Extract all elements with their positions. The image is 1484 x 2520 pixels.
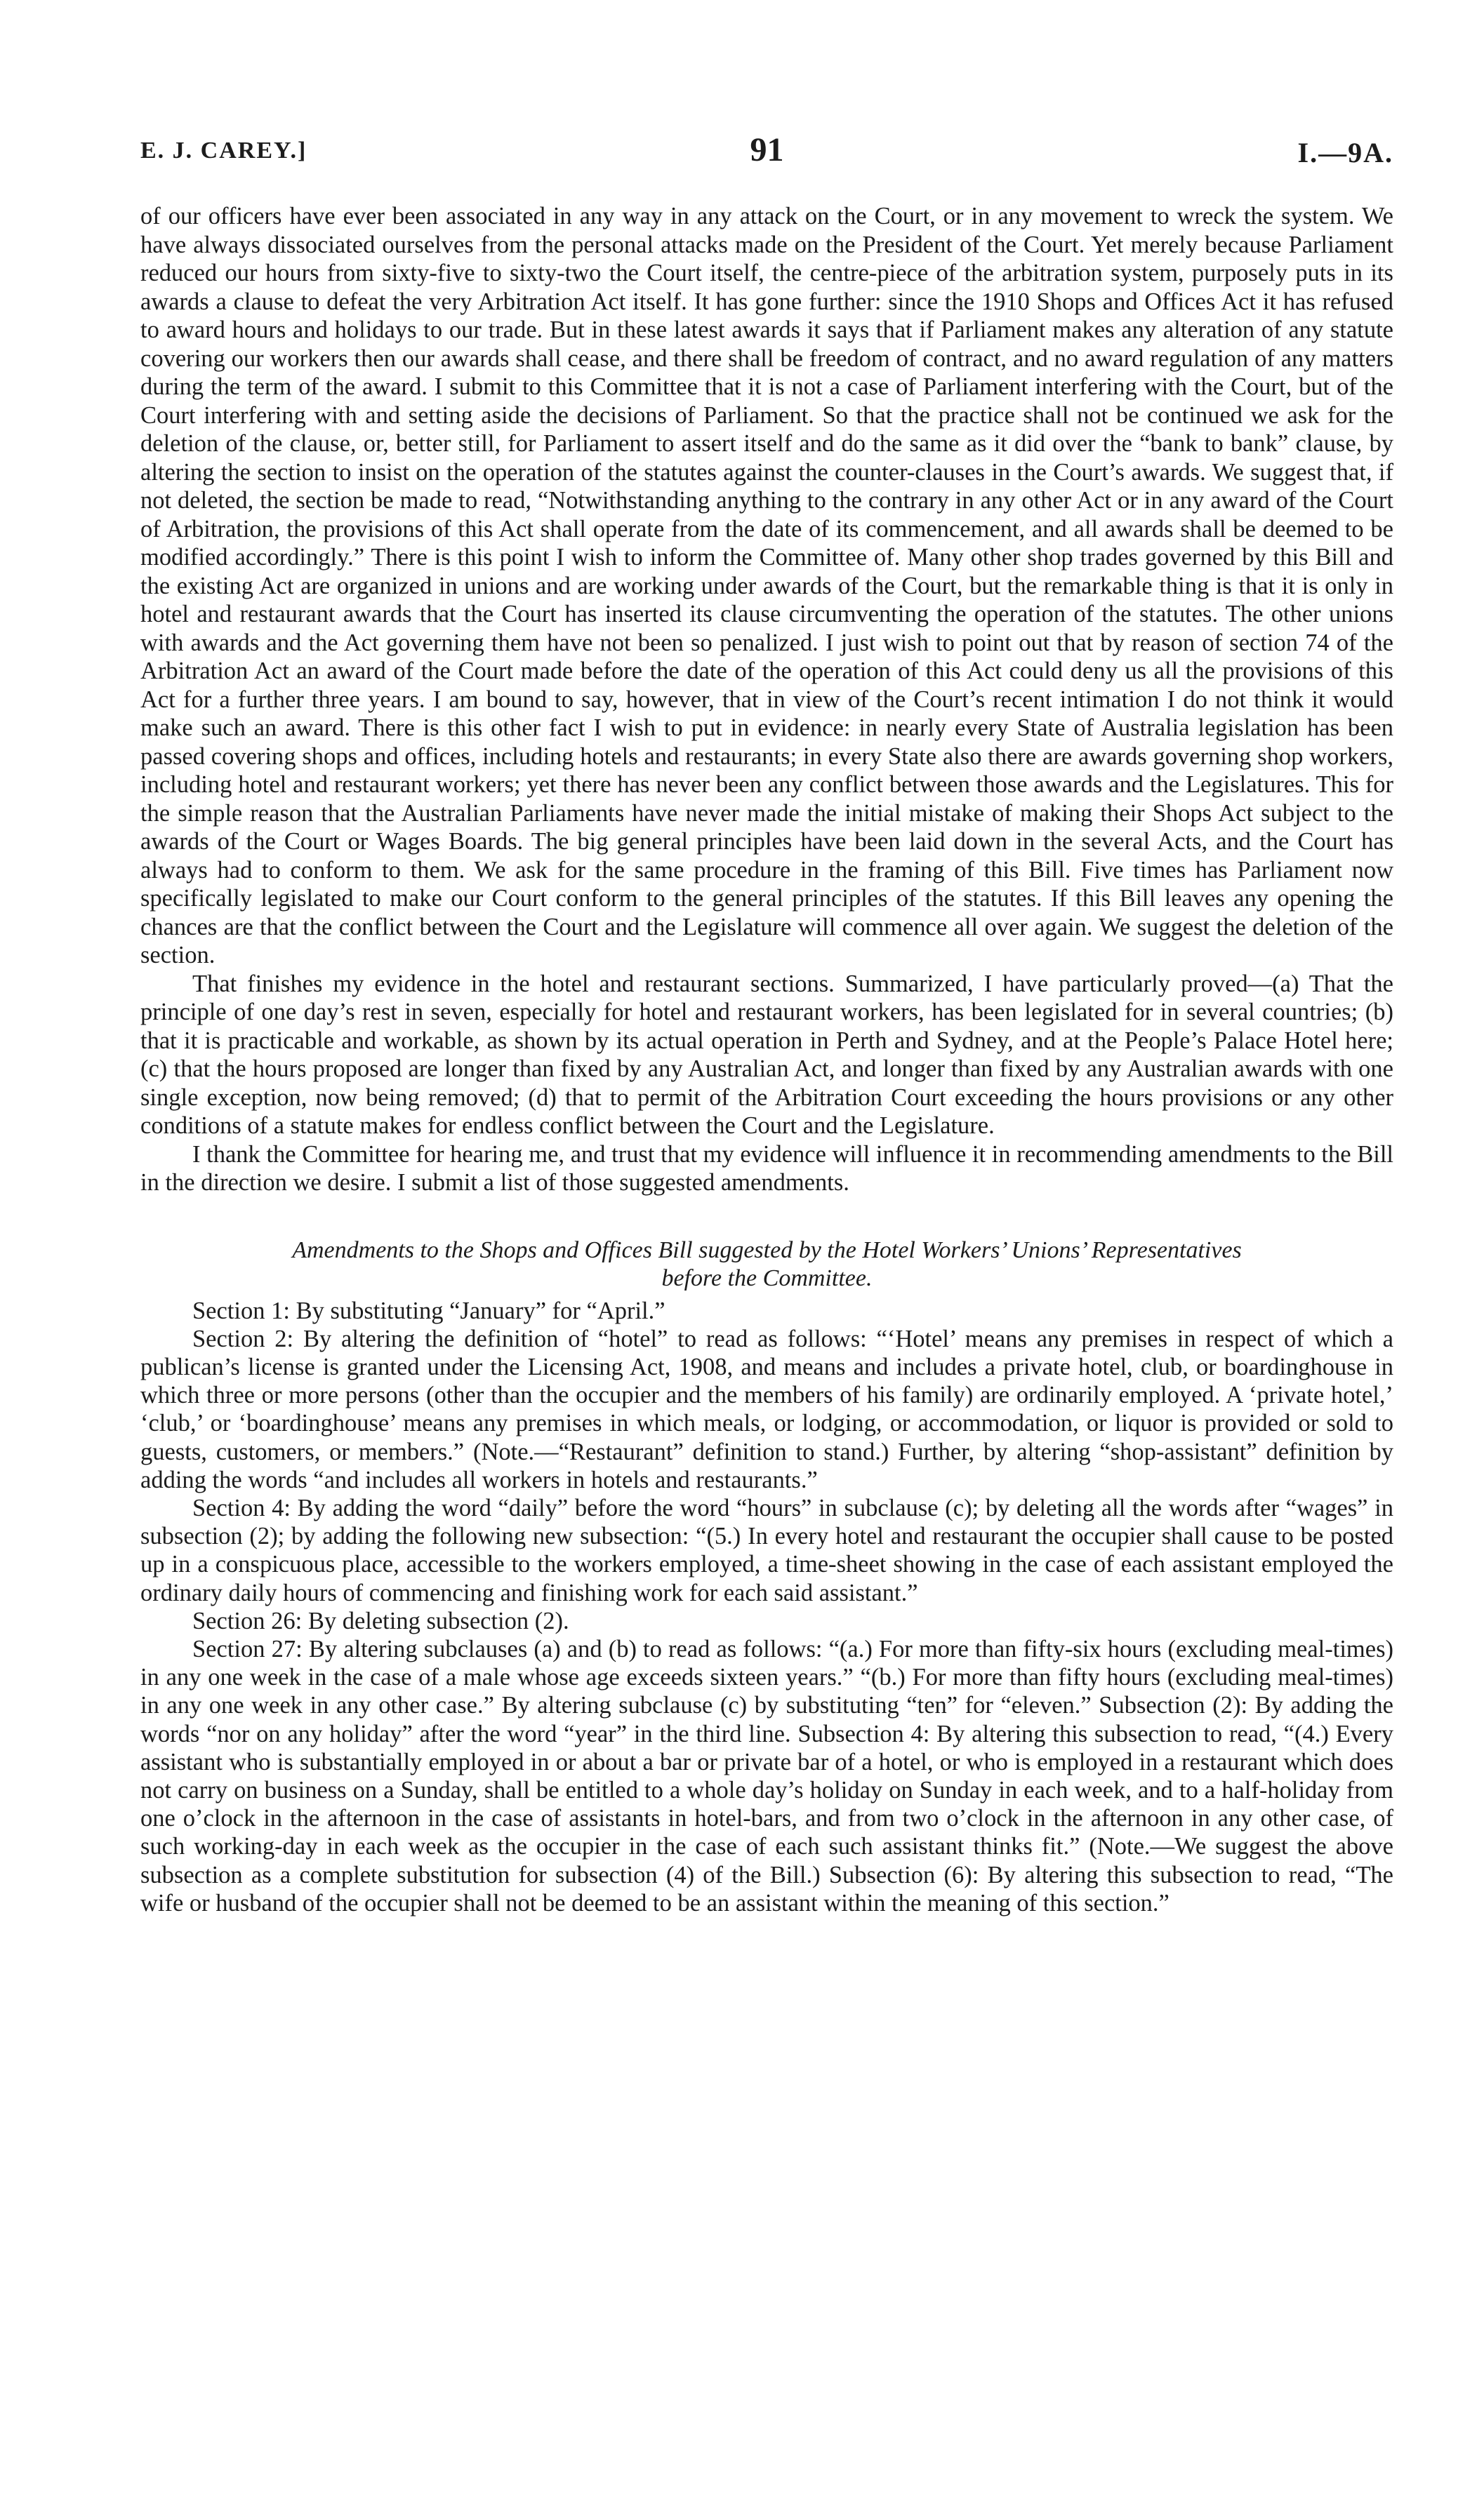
header-witness-name: E. J. CAREY.] (140, 138, 307, 164)
amendments-heading (140, 1236, 1393, 1293)
amendment-section-26: Section 26: By deleting subsection (2). (192, 1607, 569, 1634)
amendment-section-4: Section 4: By adding the word “daily” before the word “hours” in subclause (c); by deleting all the words after “wages” in subsection (2); by adding the following new subsection: “(5.) In every hotel and restaurant the occupier shall cause to be posted up in a conspicuous place, accessible to the workers employed, a time-sheet showing in the case of each assistant employed the ordinary daily hours of commencing and finishing work for each said assistant.” (140, 1494, 1393, 1606)
header-paper-reference: I.—9A. (1297, 137, 1393, 168)
evidence-paragraph-summary: That finishes my evidence in the hotel and restaurant sections. Summarized, I have particularly proved—(a) That the principle of one day’s rest in seven, especially for hotel and restaurant workers, has been legislated for in several countries; (b) that it is practicable and workable, as shown by its actual operation in Perth and Sydney, and at the People’s Palace Hotel here; (c) that the hours proposed are longer than fixed by any Australian Act, and longer than fixed by any Australian awards with one single exception, now being removed; (d) that to permit of the Arbitration Court exceeding the hours provisions or any other conditions of a statute makes for endless conflict between the Court and the Legislature. (140, 970, 1393, 1139)
amendments-heading-line-1: Amendments to the Shops and Offices Bill suggested by the Hotel Workers’ Unions’ Representatives (292, 1236, 1242, 1263)
page-header (140, 131, 1393, 180)
evidence-paragraph-continued: of our officers have ever been associated in any way in any attack on the Court, or in any movement to wreck the system. We have always dissociated ourselves from the personal attacks made on the President of the Court. Yet merely because Parliament reduced our hours from sixty-five to sixty-two the Court itself, the centre-piece of the arbitration system, purposely puts in its awards a clause to defeat the very Arbitration Act itself. It has gone further: since the 1910 Shops and Offices Act it has refused to award hours and holidays to our trade. But in these latest awards it says that if Parliament makes any alteration of any statute covering our workers then our awards shall cease, and there shall be freedom of contract, and no award regulation of any matters during the term of the award. I submit to this Committee that it is not a case of Parliament interfering with the Court, but of the Court interfering with and setting aside the decisions of Parliament. So that the practice shall not be continued we ask for the deletion of the clause, or, better still, for Parliament to assert itself and do the same as it did over the “bank to bank” clause, by altering the section to insist on the operation of the statutes against the counter-clauses in the Court’s awards. We suggest that, if not deleted, the section be made to read, “Notwithstanding anything to the contrary in any other Act or in any award of the Court of Arbitration, the provisions of this Act shall operate from the date of its commencement, and all awards shall be deemed to be modified accordingly.” There is this point I wish to inform the Committee of. Many other shop trades governed by this Bill and the existing Act are organized in unions and are working under awards of the Court, but the remarkable thing is that it is only in hotel and restaurant awards that the Court has inserted its clause circumventing the operation of the statutes. The other unions with awards and the Act governing them have not been so penalized. I just wish to point out that by reason of section 74 of the Arbitration Act an award of the Court made before the date of the operation of this Act could deny us all the provisions of this Act for a further three years. I am bound to say, however, that in view of the Court’s recent intimation I do not think it would make such an award. There is this other fact I wish to put in evidence: in nearly every State of Australia legislation has been passed covering shops and offices, including hotels and restaurants; in every State also there are awards governing shop workers, including hotel and restaurant workers; yet there has never been any conflict between those awards and the Legislatures. This for the simple reason that the Australian Parliaments have never made the initial mistake of making their Shops Act subject to the awards of the Court or Wages Boards. The big general principles have been laid down in the several Acts, and the Court has always had to conform to them. We ask for the same procedure in the framing of this Bill. Five times has Parliament now specifically legislated to make our Court conform to the general principles of the statutes. If this Bill leaves any opening the chances are that the conflict between the Court and the Legislature will commence all over again. We suggest the deletion of the section. (140, 203, 1393, 968)
document-body (140, 202, 1393, 1917)
page-number: 91 (750, 131, 784, 168)
evidence-paragraph-closing: I thank the Committee for hearing me, and trust that my evidence will influence it in recommending amendments to the Bill in the direction we desire. I submit a list of those suggested amendments. (140, 1140, 1393, 1196)
amendment-section-27: Section 27: By altering subclauses (a) and (b) to read as follows: “(a.) For more than fifty-six hours (excluding meal-times) in any one week in the case of a male whose age exceeds sixteen years.” “(b.) For more than fifty hours (excluding meal-times) in any one week in any other case.” By altering subclause (c) by substituting “ten” for “eleven.” Subsection (2): By adding the words “nor on any holiday” after the word “year” in the third line. Subsection 4: By altering this subsection to read, “(4.) Every assistant who is substantially employed in or about a bar or private bar of a hotel, or who is employed in a restaurant which does not carry on business on a Sunday, shall be entitled to a whole day’s holiday on Sunday in each week, and to a half-holiday from one o’clock in the afternoon in the case of assistants in hotel-bars, and from two o’clock in the afternoon in any other case, of such working-day in each week as the occupier in the case of each such assistant thinks fit.” (Note.—We suggest the above subsection as a complete substitution for subsection (4) of the Bill.) Subsection (6): By altering this subsection to read, “The wife or husband of the occupier shall not be deemed to be an assistant within the meaning of this section.” (140, 1635, 1393, 1916)
amendment-section-2: Section 2: By altering the definition of “hotel” to read as follows: “‘Hotel’ means any premises in respect of which a publican’s license is granted under the Licensing Act, 1908, and means and includes a private hotel, club, or boardinghouse in which three or more persons (other than the occupier and the members of his family) are ordinarily employed. A ‘private hotel,’ ‘club,’ or ‘boardinghouse’ means any premises in which meals, or lodging, or accommodation, or liquor is provided or sold to guests, customers, or members.” (Note.—“Restaurant” definition to stand.) Further, by altering “shop-assistant” definition by adding the words “and includes all workers in hotels and restaurants.” (140, 1325, 1393, 1493)
amendment-section-1: Section 1: By substituting “January” for “April.” (192, 1297, 665, 1324)
amendments-heading-line-2: before the Committee. (661, 1265, 873, 1291)
